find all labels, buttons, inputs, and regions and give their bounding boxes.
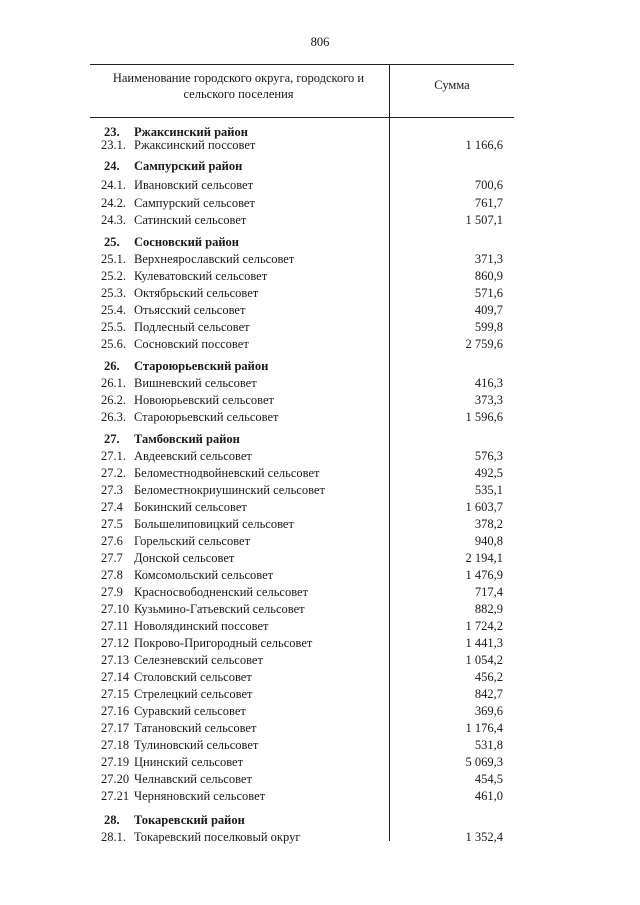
sum-value: 599,8 xyxy=(474,320,503,334)
table-row xyxy=(0,268,640,284)
row-number: 27.2. xyxy=(101,466,126,480)
district-row xyxy=(0,358,640,374)
row-number: 27. xyxy=(104,432,120,446)
table-row xyxy=(0,703,640,719)
row-number: 28. xyxy=(104,813,120,827)
row-number: 27.7 xyxy=(101,551,123,565)
settlement-name: Староюрьевский сельсовет xyxy=(134,410,279,424)
settlement-name: Цнинский сельсовет xyxy=(134,755,244,769)
settlement-name: Большелиповицкий сельсовет xyxy=(134,517,294,531)
sum-value: 454,5 xyxy=(474,772,503,786)
settlement-name: Комсомольский сельсовет xyxy=(134,568,274,582)
row-number: 28.1. xyxy=(101,830,126,844)
sum-value: 461,0 xyxy=(474,789,503,803)
settlement-name: Красносвободненский сельсовет xyxy=(134,585,309,599)
row-number: 26.2. xyxy=(101,393,126,407)
table-row xyxy=(0,788,640,804)
row-number: 27.19 xyxy=(101,755,130,769)
row-number: 27.3 xyxy=(101,483,123,497)
sum-value: 1 603,7 xyxy=(465,500,503,514)
table-row xyxy=(0,737,640,753)
row-number: 27.6 xyxy=(101,534,123,548)
row-number: 26. xyxy=(104,359,120,373)
table-row xyxy=(0,533,640,549)
settlement-name: Верхнеярославский сельсовет xyxy=(134,252,295,266)
row-number: 25.2. xyxy=(101,269,126,283)
table-row xyxy=(0,754,640,770)
sum-value: 409,7 xyxy=(474,303,503,317)
sum-value: 416,3 xyxy=(474,376,503,390)
district-name: Ржаксинский район xyxy=(134,125,248,139)
sum-value: 1 596,6 xyxy=(465,410,503,424)
settlement-name: Покрово-Пригородный сельсовет xyxy=(134,636,313,650)
settlement-name: Донской сельсовет xyxy=(134,551,235,565)
table-row xyxy=(0,195,640,211)
row-number: 27.14 xyxy=(101,670,130,684)
sum-value: 456,2 xyxy=(474,670,503,684)
row-number: 27.9 xyxy=(101,585,123,599)
table-row xyxy=(0,285,640,301)
row-number: 26.3. xyxy=(101,410,126,424)
table-row xyxy=(0,635,640,651)
row-number: 27.8 xyxy=(101,568,123,582)
row-number: 27.13 xyxy=(101,653,130,667)
district-row xyxy=(0,431,640,447)
district-name: Староюрьевский район xyxy=(134,359,269,373)
settlement-name: Сосновский поссовет xyxy=(134,337,249,351)
row-number: 25.3. xyxy=(101,286,126,300)
sum-value: 1 166,6 xyxy=(465,138,503,152)
settlement-name: Тулиновский сельсовет xyxy=(134,738,259,752)
row-number: 25.1. xyxy=(101,252,126,266)
sum-value: 531,8 xyxy=(474,738,503,752)
table-row xyxy=(0,319,640,335)
row-number: 27.17 xyxy=(101,721,130,735)
sum-value: 1 352,4 xyxy=(465,830,503,844)
settlement-name: Октябрьский сельсовет xyxy=(134,286,259,300)
column-header-name: Наименование городского округа, городского и сельского поселения xyxy=(112,71,365,101)
district-row xyxy=(0,158,640,174)
settlement-name: Ржаксинский поссовет xyxy=(134,138,256,152)
row-number: 27.15 xyxy=(101,687,130,701)
table-row xyxy=(0,177,640,193)
district-name: Сампурский район xyxy=(134,159,243,173)
sum-value: 378,2 xyxy=(474,517,503,531)
settlement-name: Ивановский сельсовет xyxy=(134,178,254,192)
settlement-name: Стрелецкий сельсовет xyxy=(134,687,253,701)
table-row xyxy=(0,251,640,267)
sum-value: 700,6 xyxy=(474,178,503,192)
table-row xyxy=(0,375,640,391)
sum-value: 1 476,9 xyxy=(465,568,503,582)
table-row xyxy=(0,771,640,787)
table-row xyxy=(0,409,640,425)
table-row xyxy=(0,482,640,498)
district-name: Тамбовский район xyxy=(134,432,240,446)
settlement-name: Бокинский сельсовет xyxy=(134,500,247,514)
settlement-name: Суравский сельсовет xyxy=(134,704,246,718)
row-number: 27.12 xyxy=(101,636,130,650)
row-number: 27.11 xyxy=(101,619,129,633)
settlement-name: Токаревский поселковый округ xyxy=(134,830,301,844)
settlement-name: Селезневский сельсовет xyxy=(134,653,263,667)
settlement-name: Горельский сельсовет xyxy=(134,534,251,548)
row-number: 23. xyxy=(104,125,120,139)
table-row xyxy=(0,567,640,583)
district-name: Сосновский район xyxy=(134,235,240,249)
settlement-name: Черняновский сельсовет xyxy=(134,789,266,803)
row-number: 27.18 xyxy=(101,738,130,752)
table-row xyxy=(0,302,640,318)
table-row xyxy=(0,652,640,668)
district-row xyxy=(0,812,640,828)
row-number: 27.20 xyxy=(101,772,130,786)
sum-value: 860,9 xyxy=(474,269,503,283)
sum-value: 940,8 xyxy=(474,534,503,548)
sum-value: 1 441,3 xyxy=(465,636,503,650)
sum-value: 1 507,1 xyxy=(465,213,503,227)
settlement-name: Татановский сельсовет xyxy=(134,721,257,735)
sum-value: 2 759,6 xyxy=(465,337,503,351)
settlement-name: Беломестнодвойневский сельсовет xyxy=(134,466,320,480)
row-number: 27.16 xyxy=(101,704,130,718)
sum-value: 571,6 xyxy=(474,286,503,300)
table-row xyxy=(0,465,640,481)
row-number: 25. xyxy=(104,235,120,249)
row-number: 24.3. xyxy=(101,213,126,227)
settlement-name: Отьясский сельсовет xyxy=(134,303,246,317)
row-number: 24.2. xyxy=(101,196,126,210)
sum-value: 1 724,2 xyxy=(465,619,503,633)
table-row xyxy=(0,720,640,736)
table-row xyxy=(0,584,640,600)
table-row xyxy=(0,550,640,566)
table-row xyxy=(0,686,640,702)
settlement-name: Вишневский сельсовет xyxy=(134,376,257,390)
settlement-name: Подлесный сельсовет xyxy=(134,320,250,334)
district-row xyxy=(0,234,640,250)
table-row xyxy=(0,212,640,228)
settlement-name: Новоюрьевский сельсовет xyxy=(134,393,274,407)
row-number: 25.5. xyxy=(101,320,126,334)
sum-value: 5 069,3 xyxy=(465,755,503,769)
table-row xyxy=(0,336,640,352)
settlement-name: Кузьмино-Гатьевский сельсовет xyxy=(134,602,305,616)
row-number: 27.4 xyxy=(101,500,123,514)
sum-value: 1 054,2 xyxy=(465,653,503,667)
row-number: 27.1. xyxy=(101,449,126,463)
table-row xyxy=(0,137,640,153)
row-number: 26.1. xyxy=(101,376,126,390)
sum-value: 373,3 xyxy=(474,393,503,407)
sum-value: 842,7 xyxy=(474,687,503,701)
settlement-name: Столовский сельсовет xyxy=(134,670,252,684)
sum-value: 492,5 xyxy=(474,466,503,480)
row-number: 27.21 xyxy=(101,789,130,803)
row-number: 25.6. xyxy=(101,337,126,351)
sum-value: 535,1 xyxy=(474,483,503,497)
column-header-sum: Сумма xyxy=(434,78,470,92)
settlement-name: Новолядинский поссовет xyxy=(134,619,269,633)
row-number: 27.10 xyxy=(101,602,130,616)
row-number: 24. xyxy=(104,159,120,173)
district-name: Токаревский район xyxy=(134,813,245,827)
settlement-name: Авдеевский сельсовет xyxy=(134,449,252,463)
table-row xyxy=(0,448,640,464)
row-number: 25.4. xyxy=(101,303,126,317)
table-row xyxy=(0,829,640,845)
settlement-name: Сатинский сельсовет xyxy=(134,213,247,227)
sum-value: 717,4 xyxy=(474,585,503,599)
sum-value: 761,7 xyxy=(474,196,503,210)
sum-value: 371,3 xyxy=(474,252,503,266)
sum-value: 369,6 xyxy=(474,704,503,718)
page-number: 806 xyxy=(310,35,330,49)
settlement-name: Кулеватовский сельсовет xyxy=(134,269,268,283)
table-row xyxy=(0,392,640,408)
row-number: 24.1. xyxy=(101,178,126,192)
table-row xyxy=(0,601,640,617)
table-row xyxy=(0,516,640,532)
settlement-name: Сампурский сельсовет xyxy=(134,196,255,210)
row-number: 23.1. xyxy=(101,138,126,152)
table-row xyxy=(0,499,640,515)
sum-value: 1 176,4 xyxy=(465,721,503,735)
sum-value: 882,9 xyxy=(474,602,503,616)
sum-value: 576,3 xyxy=(474,449,503,463)
settlement-name: Челнавский сельсовет xyxy=(134,772,252,786)
sum-value: 2 194,1 xyxy=(465,551,503,565)
settlement-name: Беломестнокриушинский сельсовет xyxy=(134,483,325,497)
table-row xyxy=(0,618,640,634)
table-row xyxy=(0,669,640,685)
row-number: 27.5 xyxy=(101,517,123,531)
